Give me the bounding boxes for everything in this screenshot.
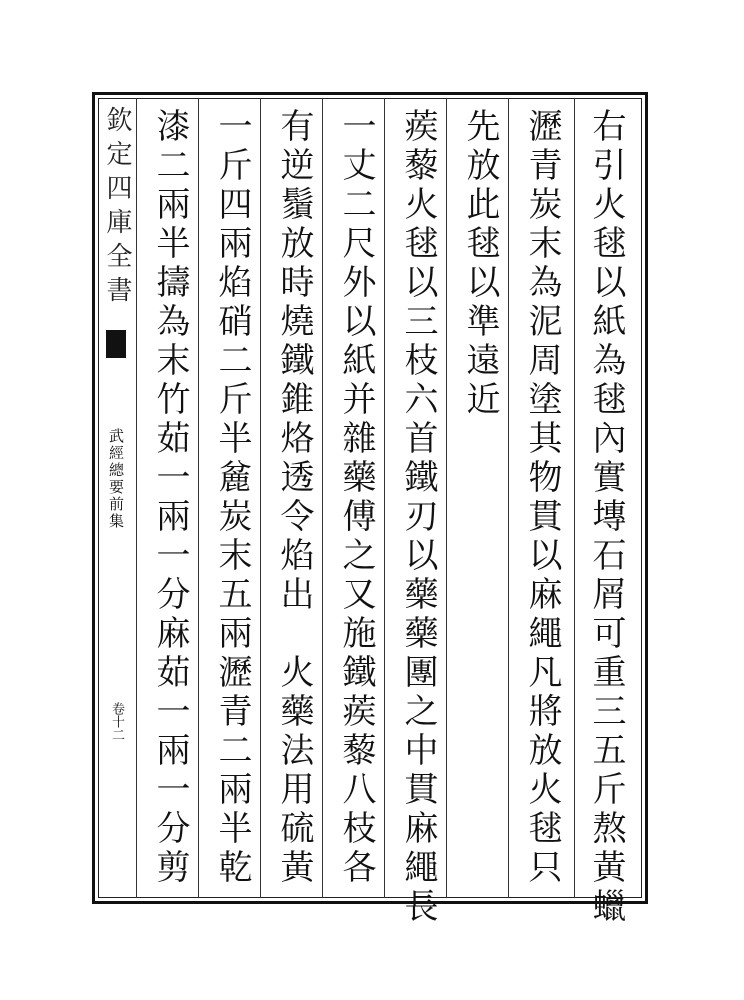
column-rule bbox=[260, 98, 261, 898]
gutter-header-text: 欽定四庫全書 bbox=[102, 106, 132, 310]
text-column-5: 一丈二尺外以紙并雜藥傅之又施鐵蒺藜八枝各 bbox=[336, 108, 376, 888]
text-column-2: 瀝青炭末為泥周塗其物貫以麻繩凡將放火毬只 bbox=[522, 108, 562, 888]
fishtail-mark bbox=[106, 330, 126, 358]
column-rule bbox=[508, 98, 509, 898]
text-column-8: 漆二兩半擣為末竹茹一兩一分麻茹一兩一分剪 bbox=[150, 108, 190, 888]
column-rule bbox=[384, 98, 385, 898]
text-column-1: 右引火毬以紙為毬內實塼石屑可重三五斤熬黃蠟 bbox=[586, 108, 626, 927]
page-gutter bbox=[98, 98, 136, 898]
text-column-7: 一斤四兩焰硝二斤半麄炭末五兩瀝青二兩半乾 bbox=[212, 108, 252, 888]
column-rule bbox=[446, 98, 447, 898]
text-column-4: 蒺藜火毬以三枝六首鐵刃以藥藥團之中貫麻繩長 bbox=[398, 108, 438, 927]
text-column-6: 有逆鬚放時燒鐵錐烙透令焰出 火藥法用硫黃 bbox=[274, 108, 314, 888]
text-column-3: 先放此毬以準遠近 bbox=[460, 108, 500, 420]
column-rule bbox=[322, 98, 323, 898]
column-rule bbox=[198, 98, 199, 898]
gutter-folio-number: 卷十二 bbox=[109, 702, 124, 741]
column-rule bbox=[136, 98, 137, 898]
column-rule bbox=[574, 98, 575, 898]
gutter-book-title: 武經總要前集 bbox=[107, 428, 125, 530]
